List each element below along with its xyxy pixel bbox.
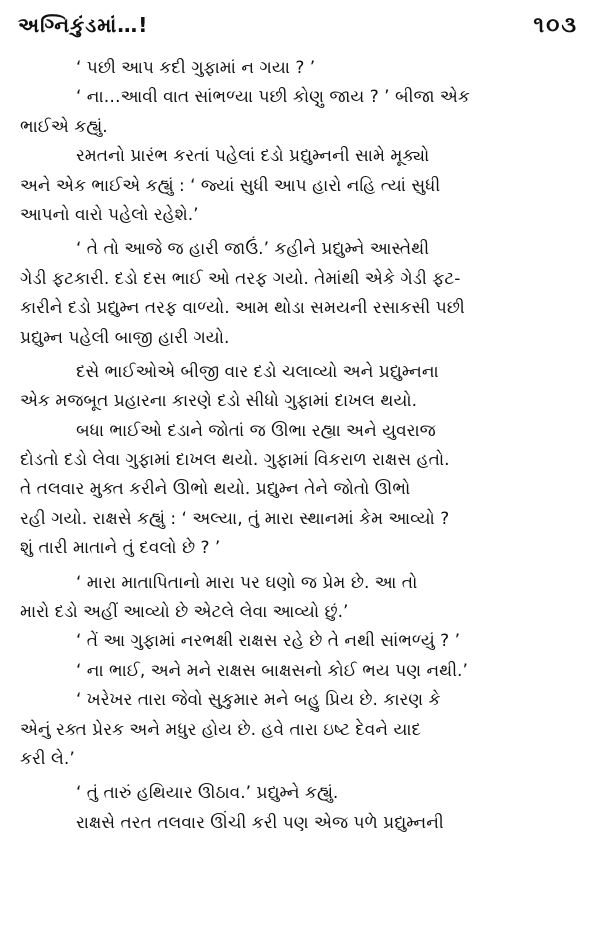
text-line: ‘ ના…આવી વાત સાંભળ્યા પછી કોણુ જાય ? ’ બીજા એક — [76, 87, 470, 108]
text-line: આપનો વારો પહેલો રહેશે.’ — [20, 204, 199, 225]
text-line: રાક્ષસે તરત તલવાર ઊંચી કરી પણ એજ પળે પ્રદ્યુમ્નની — [76, 812, 444, 833]
text-line: ‘ ખરેખર તારા જેવો સુકુમાર મને બહુ પ્રિય છે. કારણ કે — [76, 690, 441, 711]
running-title: અગ્નિકુંડમાં…! — [18, 13, 149, 37]
page-number: ૧૦૩ — [533, 12, 578, 38]
text-line: કારીને દડો પ્રદ્યુમ્ન તરફ વાળ્યો. આમ થોડા સમયની રસાકસી પછી — [20, 298, 465, 319]
text-line: ‘ તેં આ ગુફામાં નરભક્ષી રાક્ષસ રહે છે તે નથી સાંભળ્યું ? ’ — [76, 631, 460, 652]
text-line: ગેડી ફટકારી. દડો દસ ભાઈ ઓ તરફ ગયો. તેમાંથી એકે ગેડી ફટ- — [20, 268, 461, 289]
text-line: પ્રદ્યુમ્ન પહેલી બાજી હારી ગયો. — [20, 327, 230, 348]
text-line: બધા ભાઈઓ દડાને જોતાં જ ઊભા રહ્યા અને યુવરાજ — [76, 420, 436, 441]
text-line: દસે ભાઈઓએ બીજી વાર દડો ચલાવ્યો અને પ્રદ્યુમ્નના — [76, 361, 439, 382]
text-line: શું તારી માતાને તું દવલો છે ? ’ — [20, 538, 221, 559]
text-line: ‘ મારા માતાપિતાનો મારા પર ઘણો જ પ્રેમ છે. આ તો — [76, 572, 418, 593]
text-line: એનું રક્ત પ્રેરક અને મધુર હોય છે. હવે તારા ઇષ્ટ દેવને યાદ — [20, 719, 422, 740]
text-line: દોડતો દડો લેવા ગુફામાં દાખલ થયો. ગુફામાં વિકરાળ રાક્ષસ હતો. — [20, 450, 450, 471]
text-line: એક મજબૂત પ્રહારના કારણે દડો સીધો ગુફામાં દાખલ થયો. — [20, 391, 418, 412]
text-line: કરી લે.’ — [20, 748, 75, 769]
page-header — [18, 8, 578, 42]
text-line: ‘ તે તો આજે જ હારી જાઉં.’ કહીને પ્રદ્યુમ્ને આસ્તેથી — [76, 239, 430, 260]
text-line: ‘ તું તારું હથિયાર ઊઠાવ.’ પ્રદ્યુમ્ને કહ્યું. — [76, 783, 339, 804]
body-text — [20, 54, 586, 838]
text-line: ‘ પછી આપ કદી ગુફામાં ન ગયા ? ’ — [76, 58, 316, 78]
text-line: મારો દડો અહીં આવ્યો છે એટલે લેવા આવ્યો છું.’ — [20, 602, 349, 623]
text-line: ‘ ના ભાઈ, અને મને રાક્ષસ બાક્ષસનો કોઈ ભય પણ નથી.’ — [76, 660, 468, 681]
text-line: અને એક ભાઈએ કહ્યું : ‘ જ્યાં સુધી આપ હારો નહિ ત્યાં સુધી — [20, 175, 441, 196]
text-line: ભાઈએ કહ્યું. — [20, 116, 108, 137]
text-line: રહી ગયો. રાક્ષસે કહ્યું : ‘ અલ્યા, તું મારા સ્થાનમાં કેમ આવ્યો ? — [20, 508, 450, 529]
text-line: તે તલવાર મુક્ત કરીને ઊભો થયો. પ્રદ્યુમ્ન તેને જોતો ઊભો — [20, 479, 411, 500]
text-line: રમતનો પ્રારંભ કરતાં પહેલાં દડો પ્રદ્યુમ્નની સામે મૂક્યો — [76, 146, 430, 167]
